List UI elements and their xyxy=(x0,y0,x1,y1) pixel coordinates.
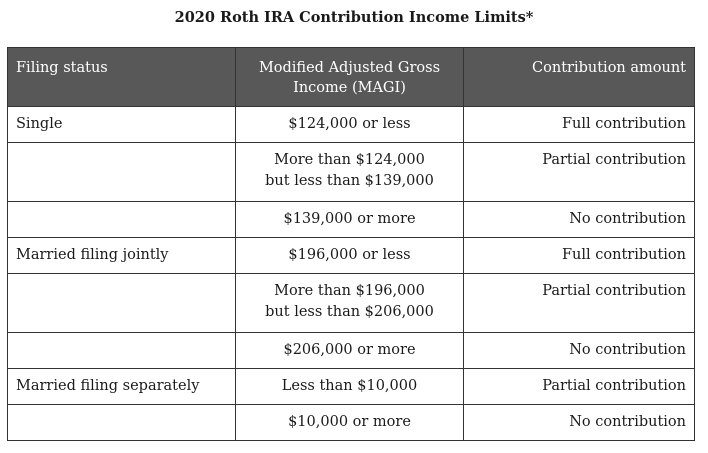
cell-filing-status xyxy=(8,274,236,333)
cell-magi-line1: More than $196,000 xyxy=(274,283,425,299)
cell-magi-line2: but less than $139,000 xyxy=(265,173,434,189)
table-row xyxy=(8,274,695,333)
cell-magi xyxy=(236,369,464,405)
cell-contribution-amount: Full contribution xyxy=(464,107,695,143)
cell-magi-line1: $124,000 or less xyxy=(288,116,411,132)
cell-contribution-amount: No contribution xyxy=(464,405,695,441)
cell-magi-line1: More than $124,000 xyxy=(274,152,425,168)
cell-magi xyxy=(236,333,464,369)
table-row xyxy=(8,202,695,238)
table-title: 2020 Roth IRA Contribution Income Limits* xyxy=(174,9,534,26)
roth-ira-limits-table xyxy=(7,47,695,441)
cell-filing-status: Single xyxy=(8,107,236,143)
cell-contribution-amount: No contribution xyxy=(464,202,695,238)
cell-magi xyxy=(236,274,464,333)
cell-magi-line1: $139,000 or more xyxy=(283,211,416,227)
cell-contribution-amount: No contribution xyxy=(464,333,695,369)
cell-magi xyxy=(236,238,464,274)
cell-contribution-amount: Partial contribution xyxy=(464,274,695,333)
table-row xyxy=(8,107,695,143)
cell-magi xyxy=(236,143,464,202)
header-filing-status: Filing status xyxy=(8,48,236,107)
cell-filing-status xyxy=(8,333,236,369)
cell-filing-status xyxy=(8,202,236,238)
cell-magi-line1: $196,000 or less xyxy=(288,247,411,263)
table-row xyxy=(8,369,695,405)
header-magi xyxy=(236,48,464,107)
cell-contribution-amount: Partial contribution xyxy=(464,369,695,405)
cell-magi xyxy=(236,405,464,441)
cell-contribution-amount: Partial contribution xyxy=(464,143,695,202)
cell-contribution-amount: Full contribution xyxy=(464,238,695,274)
header-magi-line1: Modified Adjusted Gross xyxy=(258,60,441,76)
header-row xyxy=(8,48,695,107)
table-row xyxy=(8,333,695,369)
cell-magi xyxy=(236,107,464,143)
cell-magi-line1: $10,000 or more xyxy=(288,414,411,430)
cell-magi-line2: but less than $206,000 xyxy=(265,304,434,320)
cell-filing-status xyxy=(8,405,236,441)
table-row xyxy=(8,143,695,202)
table-row xyxy=(8,405,695,441)
cell-magi-line1: $206,000 or more xyxy=(283,342,416,358)
cell-filing-status: Married filing separately xyxy=(8,369,236,405)
cell-magi-line1: Less than $10,000 xyxy=(281,378,418,394)
table-row xyxy=(8,238,695,274)
header-magi-line2: Income (MAGI) xyxy=(293,80,406,96)
cell-magi xyxy=(236,202,464,238)
cell-filing-status xyxy=(8,143,236,202)
header-contribution-amount: Contribution amount xyxy=(464,48,695,107)
cell-filing-status: Married filing jointly xyxy=(8,238,236,274)
